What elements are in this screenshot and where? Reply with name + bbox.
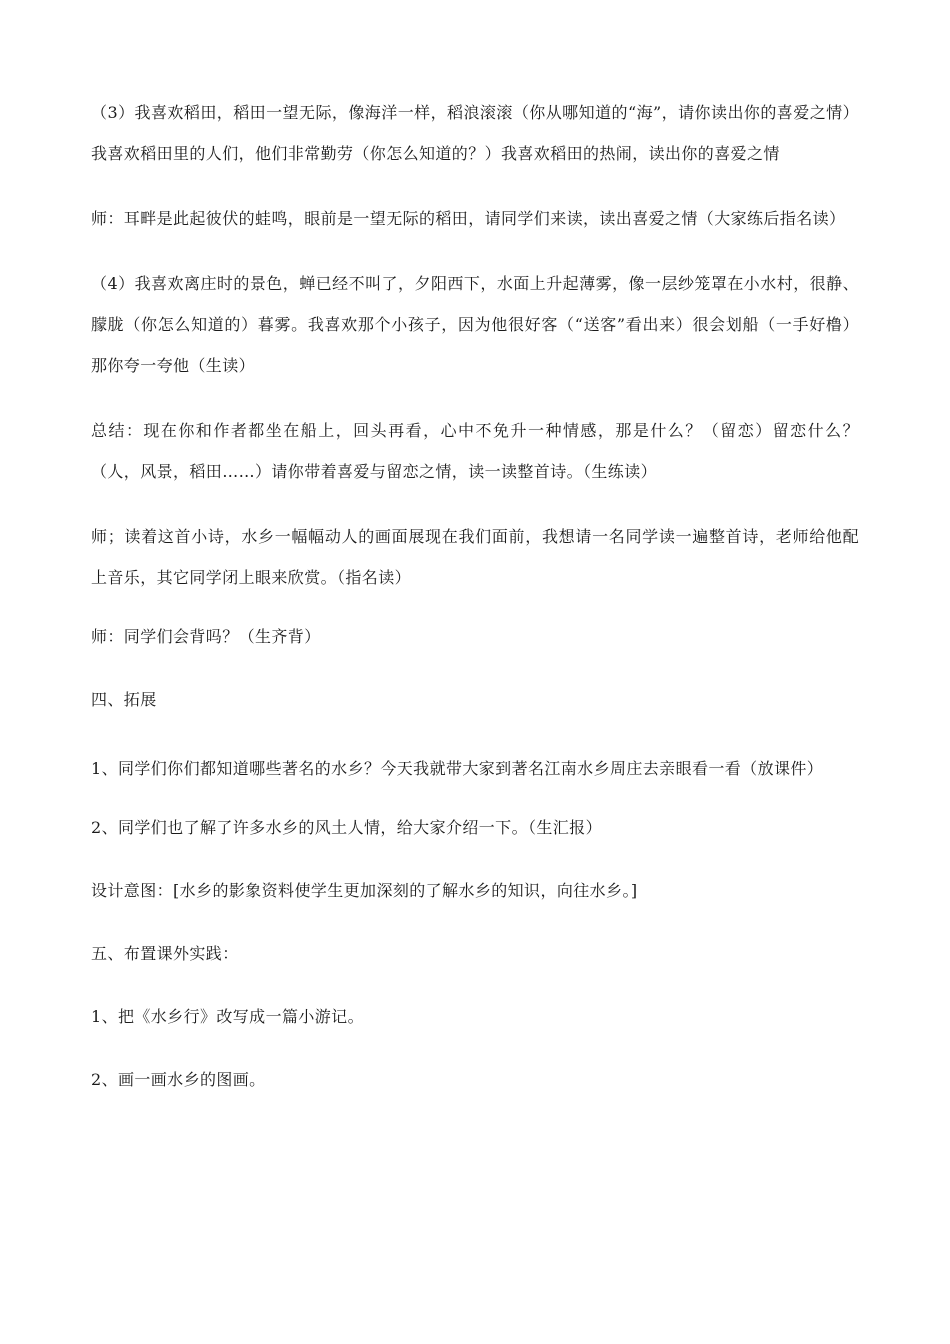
paragraph-design-intent: 设计意图：[水乡的影象资料使学生更加深刻的了解水乡的知识，向往水乡。] [91,881,638,900]
paragraph-teacher-music: 师；读着这首小诗，水乡一幅幅动人的画面展现在我们面前，我想请一名同学读一遍整首诗，老师给他配上音乐，其它同学闭上眼来欣赏。（指名读） [91,527,859,587]
paragraph-summary: 总结：现在你和作者都坐在船上，回头再看，心中不免升一种情感，那是什么？（留恋）留恋什么？（人，风景，稻田……）请你带着喜爱与留恋之情，读一读整首诗。（生练读） [91,421,859,481]
paragraph-rice-field: （3）我喜欢稻田，稻田一望无际，像海洋一样，稻浪滚滚（你从哪知道的“海”，请你读出你的喜爱之情）我喜欢稻田里的人们，他们非常勤劳（你怎么知道的？）我喜欢稻田的热闹，读出你的喜爱之情 [91,103,859,163]
section-heading-extension: 四、拓展 [91,690,157,709]
paragraph-recite: 师：同学们会背吗？（生齐背） [91,627,321,646]
paragraph-homework-1: 1、把《水乡行》改写成一篇小游记。 [91,1007,364,1026]
paragraph-homework-2: 2、画一画水乡的图画。 [91,1070,266,1089]
paragraph-leaving-village: （4）我喜欢离庄时的景色，蝉已经不叫了，夕阳西下，水面上升起薄雾，像一层纱笼罩在小水村，很静、朦胧（你怎么知道的）暮雾。我喜欢那个小孩子，因为他很好客（“送客”看出来）很会划船（一手好橹）那你夸一夸他（生读） [91,274,859,375]
section-heading-homework: 五、布置课外实践： [91,944,239,963]
paragraph-extension-1: 1、同学们你们都知道哪些著名的水乡？今天我就带大家到著名江南水乡周庄去亲眼看一看（放课件） [91,759,824,778]
document-body [91,92,859,1128]
paragraph-extension-2: 2、同学们也了解了许多水乡的风土人情，给大家介绍一下。（生汇报） [91,818,602,837]
paragraph-teacher-frog: 师：耳畔是此起彼伏的蛙鸣，眼前是一望无际的稻田，请同学们来读，读出喜爱之情（大家练后指名读） [91,209,846,228]
